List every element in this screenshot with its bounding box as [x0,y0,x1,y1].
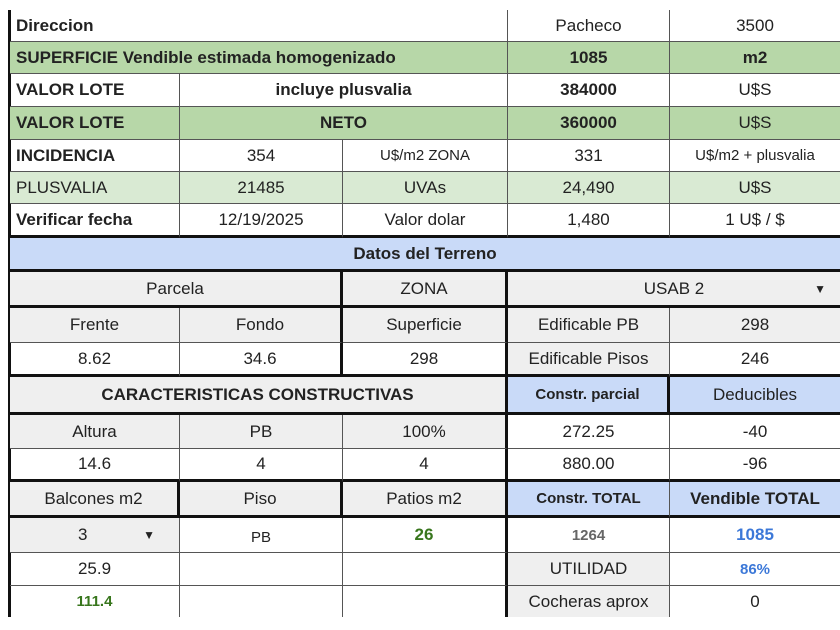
plusvalia-value[interactable]: 21485 [180,172,343,204]
zona-label[interactable]: ZONA [343,272,508,308]
incidencia-label[interactable]: INCIDENCIA [10,140,180,172]
valor-lote-neto-unit[interactable]: U$S [670,107,840,140]
patios-label[interactable]: Patios m2 [343,482,508,518]
deducibles-label[interactable]: Deducibles [670,377,840,415]
deducibles-value-2[interactable]: -96 [670,449,840,482]
valor-dolar-value[interactable]: 1,480 [508,204,670,238]
utilidad-label[interactable]: UTILIDAD [508,553,670,586]
frente-label[interactable]: Frente [10,308,180,343]
empty-cell[interactable] [180,553,343,586]
parcela-label[interactable]: Parcela [10,272,343,308]
pb-label[interactable]: PB [180,415,343,449]
direccion-value[interactable]: Pacheco [508,10,670,42]
caracteristicas-header: CARACTERISTICAS CONSTRUCTIVAS [10,377,508,415]
fecha-label[interactable]: Verificar fecha [10,204,180,238]
pb-value[interactable]: 4 [180,449,343,482]
balcones-label[interactable]: Balcones m2 [10,482,180,518]
row-terreno-values [10,343,840,377]
row-direccion [10,10,840,42]
total-green-value[interactable]: 111.4 [10,586,180,617]
frente-value[interactable]: 8.62 [10,343,180,377]
plusvalia-unit[interactable]: UVAs [343,172,508,204]
patios-value[interactable]: 26 [343,518,508,553]
caret-down-icon[interactable]: ▼ [814,281,826,296]
empty-cell[interactable] [343,586,508,617]
cocheras-value[interactable]: 0 [750,591,760,611]
superficie-terreno-label[interactable]: Superficie [343,308,508,343]
cocheras-label[interactable]: Cocheras aprox [508,586,670,617]
row-utilidad [10,553,840,586]
deducibles-value-1[interactable]: -40 [670,415,840,449]
plusvalia-label[interactable]: PLUSVALIA [10,172,180,204]
fondo-value[interactable]: 34.6 [180,343,343,377]
incidencia-unit[interactable]: U$/m2 ZONA [343,140,508,172]
row-cocheras [10,586,840,617]
edificable-pisos-value[interactable]: 246 [670,343,840,377]
row-verificar-fecha [10,204,840,238]
datos-terreno-header: Datos del Terreno [10,238,840,272]
superficie-terreno-value[interactable]: 298 [343,343,508,377]
constr-parcial-label[interactable]: Constr. parcial [508,377,670,415]
valor-lote-unit[interactable]: U$S [670,74,840,107]
row-terreno-headers [10,308,840,343]
direccion-number[interactable]: 3500 [670,10,840,42]
zona-select[interactable] [508,272,840,308]
row-constructivas-headers [10,415,840,449]
fondo-label[interactable]: Fondo [180,308,343,343]
balcones-select[interactable] [10,518,180,553]
incidencia-value-2[interactable]: 331 [508,140,670,172]
empty-cell[interactable] [180,586,343,617]
vendible-total-label[interactable]: Vendible TOTAL [670,482,840,518]
row-caracteristicas [10,377,840,415]
caret-down-icon[interactable]: ▼ [143,528,155,542]
superficie-value[interactable]: 1085 [508,42,670,74]
zona-select-value: USAB 2 [643,278,705,298]
plusvalia-unit-2[interactable]: U$S [670,172,840,204]
constr-parcial-value-1[interactable]: 272.25 [508,415,670,449]
row-constructivas-values [10,449,840,482]
altura-value[interactable]: 14.6 [10,449,180,482]
superficie-label[interactable]: SUPERFICIE Vendible estimada homogenizado [10,42,508,74]
utilidad-value[interactable]: 86% [670,553,840,586]
incidencia-value[interactable]: 354 [180,140,343,172]
piso-label[interactable]: Piso [180,482,343,518]
constr-total-value[interactable]: 1264 [508,518,670,553]
valor-lote-value[interactable]: 384000 [508,74,670,107]
valor-lote-note[interactable]: incluye plusvalia [180,74,508,107]
row-valor-lote-neto [10,107,840,140]
empty-cell[interactable] [343,553,508,586]
row-datos-terreno [10,238,840,272]
direccion-label[interactable]: Direccion [10,10,508,42]
incidencia-unit-2[interactable]: U$/m2 + plusvalia [670,140,840,172]
valor-lote-label[interactable]: VALOR LOTE [10,74,180,107]
constr-total-label[interactable]: Constr. TOTAL [508,482,670,518]
superficie-unit[interactable]: m2 [670,42,840,74]
pisos-value[interactable]: 4 [343,449,508,482]
balcones-select-value: 3 [78,525,88,544]
plusvalia-value-2[interactable]: 24,490 [508,172,670,204]
row-superficie [10,42,840,74]
row-valor-lote-plusvalia [10,74,840,107]
row-incidencia [10,140,840,172]
edificable-pb-label[interactable]: Edificable PB [508,308,670,343]
row-totales-headers [10,482,840,518]
valor-lote-neto-label[interactable]: VALOR LOTE [10,107,180,140]
row-totales-values [10,518,840,553]
piso-value[interactable]: PB [180,518,343,553]
valor-lote-neto-note[interactable]: NETO [180,107,508,140]
fecha-value[interactable]: 12/19/2025 [180,204,343,238]
balcones-m2-value[interactable]: 25.9 [10,553,180,586]
vendible-total-value[interactable]: 1085 [670,518,840,553]
valor-dolar-label[interactable]: Valor dolar [343,204,508,238]
altura-label[interactable]: Altura [10,415,180,449]
pb-percent[interactable]: 100% [343,415,508,449]
row-parcela [10,272,840,308]
row-plusvalia [10,172,840,204]
valor-lote-neto-value[interactable]: 360000 [508,107,670,140]
edificable-pb-value[interactable]: 298 [670,308,840,343]
edificable-pisos-label[interactable]: Edificable Pisos [508,343,670,377]
constr-parcial-value-2[interactable]: 880.00 [508,449,670,482]
valor-dolar-unit[interactable]: 1 U$ / $ [670,204,840,238]
